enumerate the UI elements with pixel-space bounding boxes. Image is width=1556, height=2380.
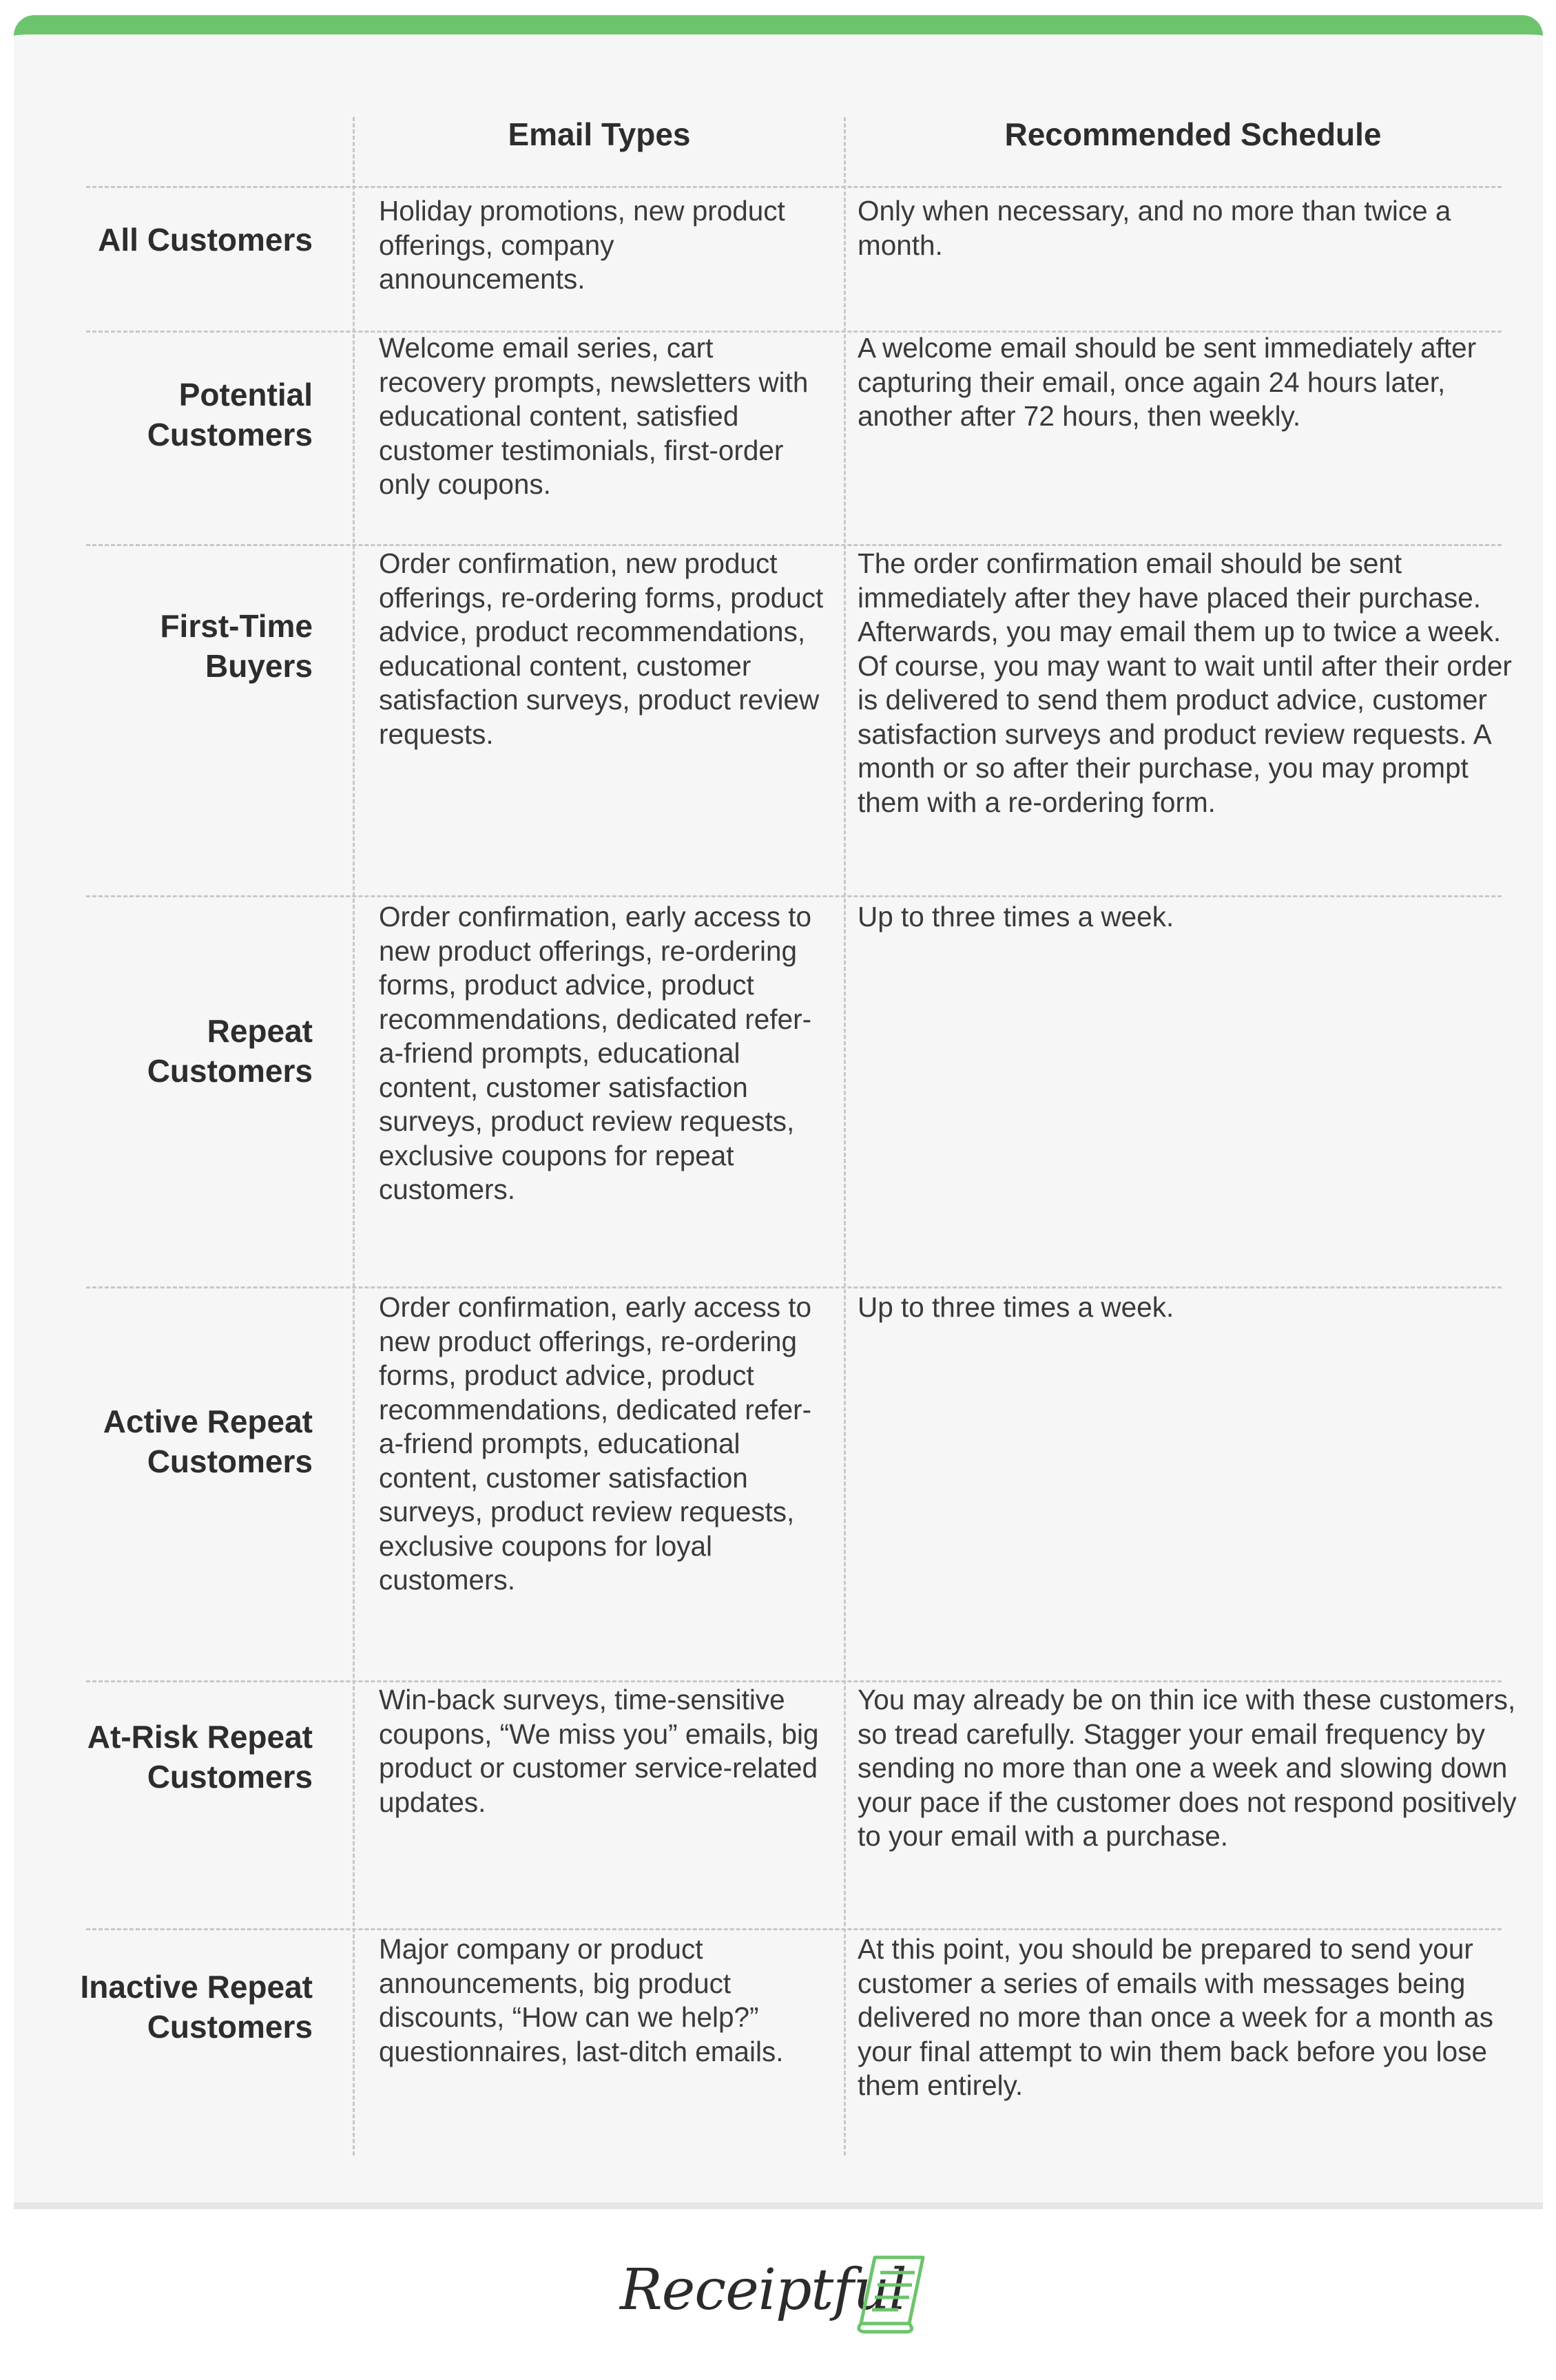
schedule-cell: Only when necessary, and no more than twice a month. <box>858 195 1451 261</box>
receiptful-logo <box>620 2245 937 2341</box>
column-header-email-types: Email Types <box>508 116 691 152</box>
column-divider <box>353 117 355 2155</box>
row-divider <box>86 895 1502 897</box>
logo-wordmark: Receiptful <box>620 2257 906 2323</box>
schedule-cell: You may already be on thin ice with these customers, so tread carefully. Stagger your email frequency by sending no more than one a week and slowing down your pace if the customer does not respond positively to your email with a purchase. <box>858 1684 1517 1852</box>
segment-label: Repeat Customers <box>147 1013 313 1089</box>
segment-label: At-Risk Repeat Customers <box>87 1719 313 1795</box>
email-types-cell: Win-back surveys, time-sensitive coupons, “We miss you” emails, big product or customer service-related updates. <box>379 1684 819 1818</box>
email-types-cell: Order confirmation, early access to new product offerings, re-ordering forms, product advice, product recommendations, dedicated refer-a-friend prompts, educational content, customer satisfaction surveys, product review requests, exclusive coupons for loyal customers. <box>379 1291 812 1596</box>
schedule-cell: Up to three times a week. <box>858 1291 1174 1323</box>
row-divider <box>86 1286 1502 1288</box>
segment-label: Potential Customers <box>147 377 313 452</box>
email-types-cell: Order confirmation, early access to new product offerings, re-ordering forms, product advice, product recommendations, dedicated refer-a-friend prompts, educational content, customer satisfaction surveys, product review requests, exclusive coupons for repeat customers. <box>379 901 812 1205</box>
email-types-cell: Order confirmation, new product offerings, re-ordering forms, product advice, product recommendations, educational content, customer satisfaction surveys, product review requests. <box>379 547 824 750</box>
column-header-recommended-schedule: Recommended Schedule <box>1004 116 1382 152</box>
receipt-icon <box>854 2252 930 2335</box>
row-divider <box>86 544 1502 546</box>
column-divider <box>844 117 846 2155</box>
segment-label: Inactive Repeat Customers <box>80 1969 313 2045</box>
row-divider <box>86 186 1502 188</box>
schedule-cell: At this point, you should be prepared to send your customer a series of emails with messages being delivered no more than once a week for a month as your final attempt to win them back before you lose them entirely. <box>858 1933 1494 2101</box>
segment-label: First-Time Buyers <box>160 608 313 684</box>
schedule-cell: A welcome email should be sent immediately after capturing their email, once again 24 hours later, another after 72 hours, then weekly. <box>858 332 1477 432</box>
segment-label: Active Repeat Customers <box>103 1403 313 1479</box>
email-types-cell: Major company or product announcements, big product discounts, “How can we help?” questionnaires, last-ditch emails. <box>379 1933 784 2067</box>
row-divider <box>86 1680 1502 1682</box>
segment-label: All Customers <box>98 222 313 258</box>
email-types-cell: Holiday promotions, new product offerings, company announcements. <box>379 195 785 295</box>
schedule-cell: Up to three times a week. <box>858 901 1174 932</box>
email-types-cell: Welcome email series, cart recovery prompts, newsletters with educational content, satisfied customer testimonials, first-order only coupons. <box>379 332 809 500</box>
row-divider <box>86 1928 1502 1930</box>
schedule-cell: The order confirmation email should be sent immediately after they have placed their purchase. Afterwards, you may email them up to twice a week. Of course, you may want to wait until after their order is delivered to send them product advice, customer satisfaction surveys and product review requests. A month or so after their purchase, you may prompt them with a re-ordering form. <box>858 547 1512 818</box>
